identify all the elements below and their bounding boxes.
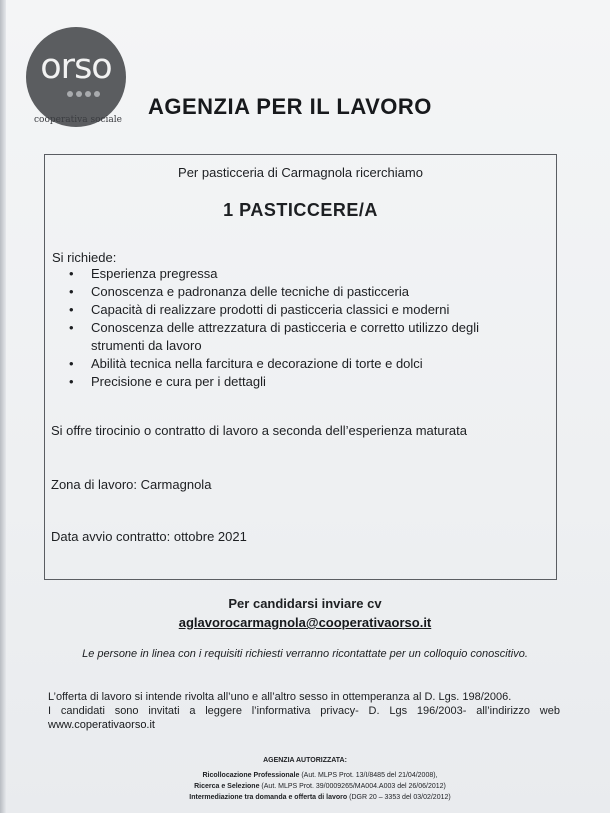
apply-label: Per candidarsi inviare cv (228, 596, 382, 611)
authorization-line: Ricollocazione Professionale (Aut. MLPS Prot. 13/I/8485 del 21/04/2008), (202, 772, 438, 779)
legal-line-privacy: I candidati sono invitati a leggere l’informativa privacy- D. Lgs 196/2003- all’indirizzo web (48, 705, 560, 717)
apply-email-link[interactable]: aglavorocarmagnola@cooperativaorso.it (178, 615, 432, 630)
contact-note: Le persone in linea con i requisiti richiesti verranno ricontattate per un colloquio conoscitivo. (82, 648, 528, 660)
offer-text: Si offre tirocinio o contratto di lavoro a seconda dell’esperienza maturata (51, 423, 467, 438)
legal-notice (48, 690, 560, 732)
work-zone: Zona di lavoro: Carmagnola (51, 477, 212, 492)
requirement-item: • Capacità di realizzare prodotti di pasticceria classici e moderni (65, 301, 505, 319)
authorization-line: Ricerca e Selezione (Aut. MLPS Prot. 39/0009265/MA004.A003 del 26/06/2012) (194, 783, 446, 790)
job-role: 1 PASTICCERE/A (223, 200, 378, 220)
requirement-item: • Conoscenza delle attrezzatura di pasticceria e corretto utilizzo degli strumenti da lavoro (65, 319, 505, 355)
requirements-list (65, 265, 505, 391)
job-ad-box (44, 154, 557, 580)
logo-dots (67, 91, 100, 97)
authorization-list (150, 770, 490, 803)
requirement-item: • Conoscenza e padronanza delle tecniche di pasticceria (65, 283, 505, 301)
authorization-title: AGENZIA AUTORIZZATA: (263, 757, 347, 764)
authorization-line: Intermediazione tra domanda e offerta di lavoro (DGR 20 – 3353 del 03/02/2012) (189, 794, 451, 801)
logo-wordmark: orso (40, 47, 112, 87)
requirement-item: • Esperienza pregressa (65, 265, 505, 283)
legal-line-gender: L’offerta di lavoro si intende rivolta all’uno e all’altro sesso in ottemperanza al D. Lgs. 198/2006. (48, 691, 512, 703)
logo-subtitle: cooperativa sociale (34, 115, 122, 125)
ad-intro: Per pasticceria di Carmagnola ricerchiamo (178, 165, 423, 180)
page-title: AGENZIA PER IL LAVORO (148, 94, 432, 119)
start-date: Data avvio contratto: ottobre 2021 (51, 529, 247, 544)
page-shadow (0, 0, 6, 813)
requirement-item: • Abilità tecnica nella farcitura e decorazione di torte e dolci (65, 355, 505, 373)
requirement-item: • Precisione e cura per i dettagli (65, 373, 505, 391)
website-link[interactable]: www.coperativaorso.it (48, 719, 155, 731)
requirements-title: Si richiede: (52, 250, 117, 265)
apply-email-container (0, 615, 610, 630)
